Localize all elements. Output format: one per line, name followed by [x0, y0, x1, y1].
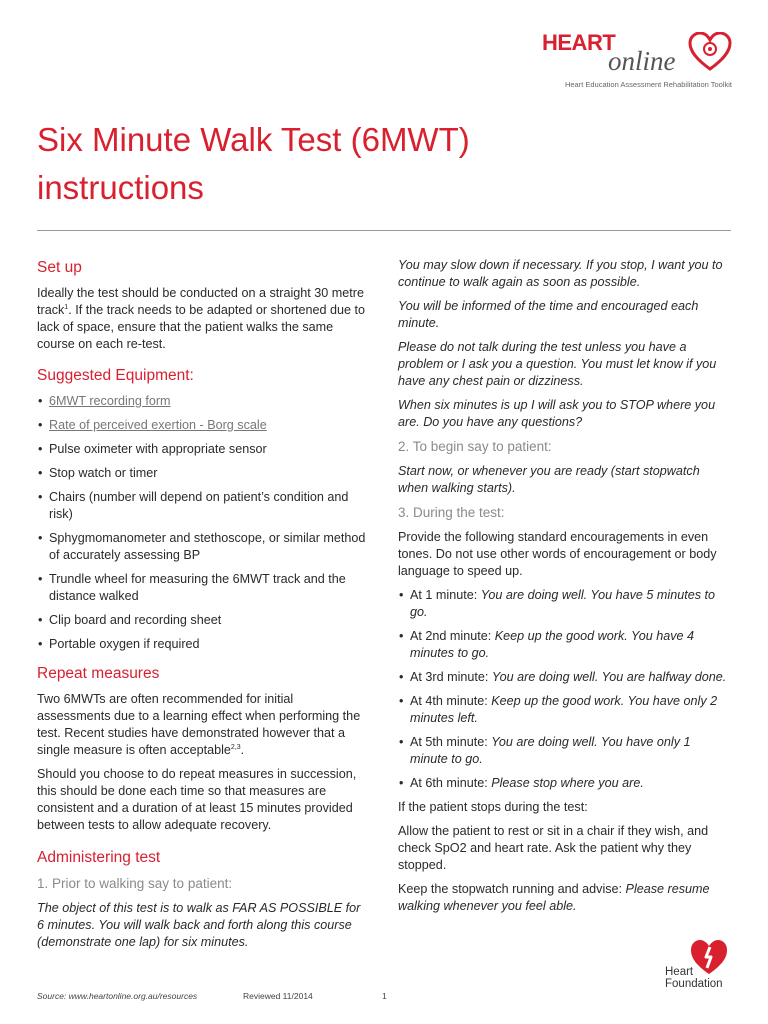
equipment-heading: Suggested Equipment: [37, 367, 194, 384]
recording-form-link[interactable]: 6MWT recording form [49, 394, 171, 408]
equipment-item: • Portable oxygen if required [37, 636, 367, 653]
logo-tagline: Heart Education Assessment Rehabilitation Toolkit [564, 80, 732, 89]
title-line-1: Six Minute Walk Test (6MWT) [37, 121, 470, 158]
equipment-item: • Trundle wheel for measuring the 6MWT track and the distance walked [37, 571, 367, 605]
stops-text-2: Keep the stopwatch running and advise: Please resume walking whenever you feel able. [398, 882, 710, 913]
script-informed: You will be informed of the time and encouraged each minute. [398, 299, 699, 330]
step-3-heading: 3. During the test: [398, 505, 505, 520]
title-line-2: instructions [37, 169, 204, 206]
title-divider [37, 230, 731, 231]
step-1-script: The object of this test is to walk as FAR AS POSSIBLE for 6 minutes. You will walk back and forth along this course (demonstrate one lap) for six minutes. [37, 901, 361, 949]
step-1-heading: 1. Prior to walking say to patient: [37, 876, 233, 891]
footer-source: Source: www.heartonline.org.au/resources [37, 991, 198, 1001]
equipment-item-recording-form[interactable] [37, 393, 367, 410]
encouragement-list [398, 587, 731, 792]
repeat-heading: Repeat measures [37, 665, 160, 682]
equipment-list [37, 393, 367, 653]
footer [37, 991, 387, 1001]
setup-heading: Set up [37, 259, 82, 276]
encouragement-item: • At 5th minute: You are doing well. You have only 1 minute to go. [398, 734, 731, 768]
borg-scale-link[interactable]: Rate of perceived exertion - Borg scale [49, 418, 267, 432]
script-slow-down: You may slow down if necessary. If you stop, I want you to continue to walk again as soon as possible. [398, 258, 723, 289]
step-2-heading: 2. To begin say to patient: [398, 439, 552, 454]
script-stop: When six minutes is up I will ask you to STOP where you are. Do you have any questions? [398, 398, 716, 429]
equipment-item: • Chairs (number will depend on patient’s condition and risk) [37, 489, 367, 523]
encouragement-item: • At 3rd minute: You are doing well. You are halfway done. [398, 669, 731, 686]
logo-heart-word: HEART [542, 30, 616, 55]
encouragement-item: • At 6th minute: Please stop where you are. [398, 775, 731, 792]
stops-intro: If the patient stops during the test: [398, 800, 588, 814]
equipment-item: • Pulse oximeter with appropriate sensor [37, 441, 367, 458]
step-3-text: Provide the following standard encouragements in even tones. Do not use other words of encouragement or body language to speed up. [398, 530, 717, 578]
page-number: 1 [382, 991, 387, 1001]
equipment-item: • Clip board and recording sheet [37, 612, 367, 629]
equipment-item: • Stop watch or timer [37, 465, 367, 482]
page-title [37, 116, 637, 212]
encouragement-item: • At 1 minute: You are doing well. You have 5 minutes to go. [398, 587, 731, 621]
encouragement-item: • At 2nd minute: Keep up the good work. You have 4 minutes to go. [398, 628, 731, 662]
left-column [37, 258, 367, 958]
repeat-text-2: Should you choose to do repeat measures in succession, this should be done each time so that measures are consistent and a duration of at least 15 minutes provided between tests to allow adequate recovery. [37, 767, 357, 832]
stops-text-1: Allow the patient to rest or sit in a chair if they wish, and check SpO2 and heart rate. Ask the patient why they stopped. [398, 824, 709, 872]
heart-foundation-text: Heart Foundation [665, 966, 723, 990]
footer-reviewed: Reviewed 11/2014 [243, 991, 313, 1001]
heart-foundation-logo [661, 938, 731, 994]
administering-heading: Administering test [37, 849, 161, 866]
heart-online-logo [532, 30, 732, 92]
equipment-item: • Sphygmomanometer and stethoscope, or similar method of accurately assessing BP [37, 530, 367, 564]
logo-online-word: online [608, 46, 676, 76]
encouragement-item: • At 4th minute: Keep up the good work. You have only 2 minutes left. [398, 693, 731, 727]
right-column [398, 257, 731, 922]
step-2-script: Start now, or whenever you are ready (start stopwatch when walking starts). [398, 464, 700, 495]
setup-text: Ideally the test should be conducted on a straight 30 metre track$^1$. If the track needs to be adapted or shortened due to lack of space, ensure that the patient walks the same course on each re-test. [37, 286, 366, 351]
heart-icon [688, 32, 732, 72]
equipment-item-borg-scale[interactable] [37, 417, 367, 434]
script-no-talk: Please do not talk during the test unless you have a problem or I ask you a question. You must let know if you have any chest pain or dizziness. [398, 340, 717, 388]
repeat-text-1: Two 6MWTs are often recommended for initial assessments due to a learning effect when performing the test. Recent studies have demonstrated however that a single measure is often acceptable$^{2,3}$. [37, 692, 361, 757]
